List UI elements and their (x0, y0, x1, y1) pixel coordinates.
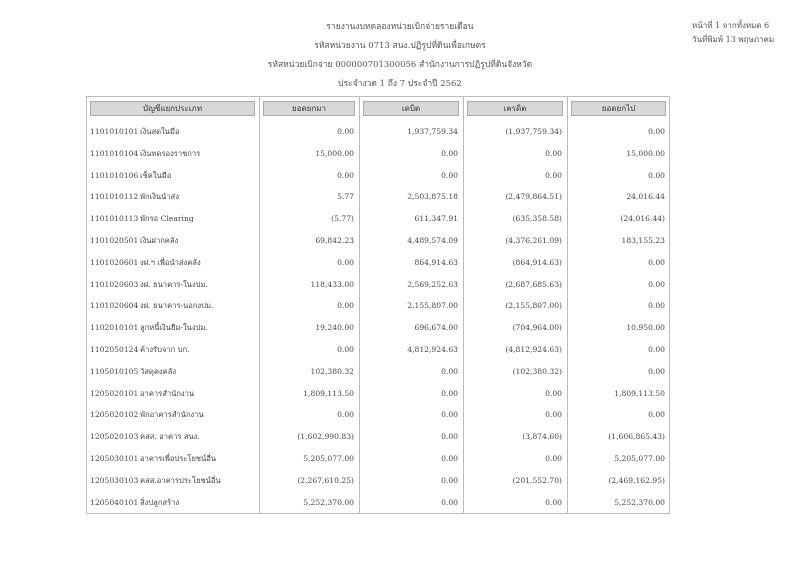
debit-value: 0.00 (441, 432, 458, 442)
credit-value: (704,964.00) (512, 323, 562, 333)
carried-forward-value: 0.00 (648, 301, 665, 311)
account-name: งฝ. ธนาคาร-นอกงปม. (140, 301, 214, 311)
account-name: คสส. อาคาร สนง. (140, 432, 200, 442)
account-code: 1105010105 (90, 366, 139, 376)
credit-value: (4,812,924.63) (505, 345, 562, 354)
account-code: 1205040101 (90, 497, 139, 507)
account-name: สิ่งปลูกสร้าง (140, 497, 180, 507)
carried-forward-value: 5,205,077.00 (614, 454, 665, 463)
account-code: 1205020101 (90, 388, 139, 398)
table-row (87, 190, 671, 204)
brought-forward-value: 0.00 (337, 410, 354, 420)
carried-forward-value: (2,469,162.95) (608, 475, 665, 485)
account-name: เงินสดในมือ (140, 127, 180, 136)
account-code: 1101010113 (90, 214, 139, 224)
carried-forward-value: 0.00 (648, 127, 665, 136)
credit-value: (4,376,261.09) (505, 236, 562, 245)
brought-forward-value: 102,380.32 (310, 366, 354, 376)
table-row (87, 125, 671, 139)
table-row (87, 474, 671, 488)
carried-forward-value: 0.00 (648, 366, 665, 376)
debit-value: 864,914.63 (414, 257, 458, 267)
debit-value: 0.00 (441, 366, 458, 376)
table-row (87, 299, 671, 313)
account-name: พักเงินนำส่ง (140, 192, 179, 202)
period-line: ประจำงวด 1 ถึง 7 ประจำปี 2562 (338, 79, 462, 89)
debit-value: 4,812,924.63 (407, 345, 458, 354)
page-info: หน้าที่ 1 จากทั้งหมด 6 (692, 21, 770, 30)
debit-value: 0.00 (441, 170, 458, 180)
credit-value: 0.00 (545, 497, 562, 507)
brought-forward-value: 0.00 (337, 127, 354, 136)
credit-value: (635,358.58) (512, 214, 562, 224)
account-code: 1205020103 (90, 432, 139, 442)
account-name: เงินฝากคลัง (140, 236, 179, 245)
header-brought-forward: ยอดยกมา (263, 101, 355, 116)
credit-value: (864,914.63) (512, 257, 562, 267)
account-name: งฝ. ธนาคาร-ในงปม. (140, 279, 208, 289)
debit-value: 2,155,807.00 (407, 301, 458, 311)
table-row (87, 234, 671, 248)
account-name: ลูกหนี้เงินยืม-ในงปม. (140, 323, 208, 333)
header-account: บัญชีแยกประเภท (90, 101, 255, 116)
table-row (87, 343, 671, 357)
brought-forward-value: 0.00 (337, 257, 354, 267)
table-row (87, 212, 671, 226)
brought-forward-value: (5.77) (331, 214, 354, 224)
brought-forward-value: 0.00 (337, 345, 354, 354)
debit-value: 0.00 (441, 410, 458, 420)
brought-forward-value: 5,205,077.00 (303, 454, 354, 463)
credit-value: 0.00 (545, 170, 562, 180)
account-code: 1101020603 (90, 279, 139, 289)
account-name: พักรอ Clearing (140, 214, 194, 224)
account-code: 1101020604 (90, 301, 139, 311)
credit-value: (2,155,807.00) (505, 301, 562, 311)
carried-forward-value: 0.00 (648, 345, 665, 354)
brought-forward-value: (1,602,990.83) (297, 432, 354, 442)
carried-forward-value: 24,016.44 (626, 192, 665, 202)
brought-forward-value: 0.00 (337, 301, 354, 311)
brought-forward-value: 69,842.23 (315, 236, 354, 245)
debit-value: 0.00 (441, 475, 458, 485)
account-name: ค้างรับจาก บก. (140, 345, 190, 354)
account-code: 1101010112 (90, 192, 139, 202)
debit-value: 2,569,252.63 (407, 279, 458, 289)
header-credit: เครดิต (467, 101, 563, 116)
account-code: 1101010101 (90, 127, 139, 136)
brought-forward-value: 0.00 (337, 170, 354, 180)
account-code: 1101020601 (90, 257, 139, 267)
brought-forward-value: 19,240.00 (315, 323, 354, 333)
disbursement-unit-line: รหัสหน่วยเบิกจ่าย 000000701300056 สำนักงานการปฏิรูปที่ดินจังหวัด (267, 60, 533, 70)
account-code: 1102050124 (90, 345, 139, 354)
account-name: พักอาคารสำนักงาน (140, 410, 204, 420)
credit-value: 0.00 (545, 410, 562, 420)
header-carried-forward: ยอดยกไป (571, 101, 666, 116)
account-name: งฝ.ฯ เพื่อนำส่งคลัง (140, 257, 201, 267)
carried-forward-value: 183,155.23 (621, 236, 665, 245)
account-name: อาคารเพื่อประโยชน์อื่น (140, 454, 217, 463)
carried-forward-value: 15,000.00 (626, 148, 665, 158)
account-name: คสส.อาคารประโยชน์อื่น (140, 475, 221, 485)
credit-value: 0.00 (545, 148, 562, 158)
debit-value: 1,937,759.34 (407, 127, 458, 136)
table-row (87, 256, 671, 270)
agency-code-line: รหัสหน่วยงาน 0713 สนง.ปฏิรูปที่ดินเพื่อเกษตร (314, 41, 486, 51)
account-code: 1205030103 (90, 475, 139, 485)
account-code: 1102010101 (90, 323, 139, 333)
header-debit: เดบิต (363, 101, 459, 116)
credit-value: (2,687,685.63) (505, 279, 562, 289)
brought-forward-value: (2,267,610.25) (297, 475, 354, 485)
credit-value: (2,479,864.51) (505, 192, 562, 202)
debit-value: 0.00 (441, 454, 458, 463)
table-row (87, 365, 671, 379)
debit-value: 0.00 (441, 388, 458, 398)
debit-value: 0.00 (441, 497, 458, 507)
carried-forward-value: (24,016.44) (620, 214, 665, 224)
brought-forward-value: 118,433.00 (310, 279, 354, 289)
carried-forward-value: (1,606,865.43) (608, 432, 665, 442)
carried-forward-value: 0.00 (648, 170, 665, 180)
carried-forward-value: 0.00 (648, 279, 665, 289)
table-row (87, 147, 671, 161)
account-name: เช็คในมือ (140, 170, 172, 180)
debit-value: 4,489,574.09 (407, 236, 458, 245)
print-date: วันที่พิมพ์ 13 พฤษภาคม (692, 35, 775, 44)
carried-forward-value: 0.00 (648, 257, 665, 267)
brought-forward-value: 5.77 (337, 192, 354, 202)
credit-value: (3,874.60) (522, 432, 562, 442)
carried-forward-value: 5,252,370.00 (614, 497, 665, 507)
credit-value: (1,937,759.34) (505, 127, 562, 136)
table-row (87, 496, 671, 510)
trial-balance-table (86, 96, 670, 514)
table-row (87, 408, 671, 422)
credit-value: 0.00 (545, 388, 562, 398)
table-row (87, 452, 671, 466)
credit-value: 0.00 (545, 454, 562, 463)
debit-value: 0.00 (441, 148, 458, 158)
credit-value: (201,552.70) (512, 475, 562, 485)
carried-forward-value: 0.00 (648, 410, 665, 420)
account-code: 1205030101 (90, 454, 139, 463)
account-name: วัสดุคงคลัง (140, 366, 177, 376)
table-row (87, 278, 671, 292)
table-row (87, 169, 671, 183)
account-name: อาคารสำนักงาน (140, 388, 195, 398)
carried-forward-value: 10,950.00 (626, 323, 665, 333)
account-code: 1101010104 (90, 148, 139, 158)
table-row (87, 387, 671, 401)
debit-value: 2,503,875.18 (407, 192, 458, 202)
credit-value: (102,380.32) (512, 366, 562, 376)
debit-value: 611,347.91 (414, 214, 458, 224)
account-code: 1101020501 (90, 236, 139, 245)
table-row (87, 430, 671, 444)
brought-forward-value: 15,000.00 (315, 148, 354, 158)
carried-forward-value: 1,809,113.50 (614, 388, 665, 398)
debit-value: 696,674.00 (414, 323, 458, 333)
table-row (87, 321, 671, 335)
account-name: เงินทดรองราชการ (140, 148, 201, 158)
account-code: 1101010106 (90, 170, 139, 180)
brought-forward-value: 5,252,370.00 (303, 497, 354, 507)
report-title: รายงานงบทดลองหน่วยเบิกจ่ายรายเดือน (326, 22, 474, 32)
account-code: 1205020102 (90, 410, 139, 420)
brought-forward-value: 1,809,113.50 (303, 388, 354, 398)
